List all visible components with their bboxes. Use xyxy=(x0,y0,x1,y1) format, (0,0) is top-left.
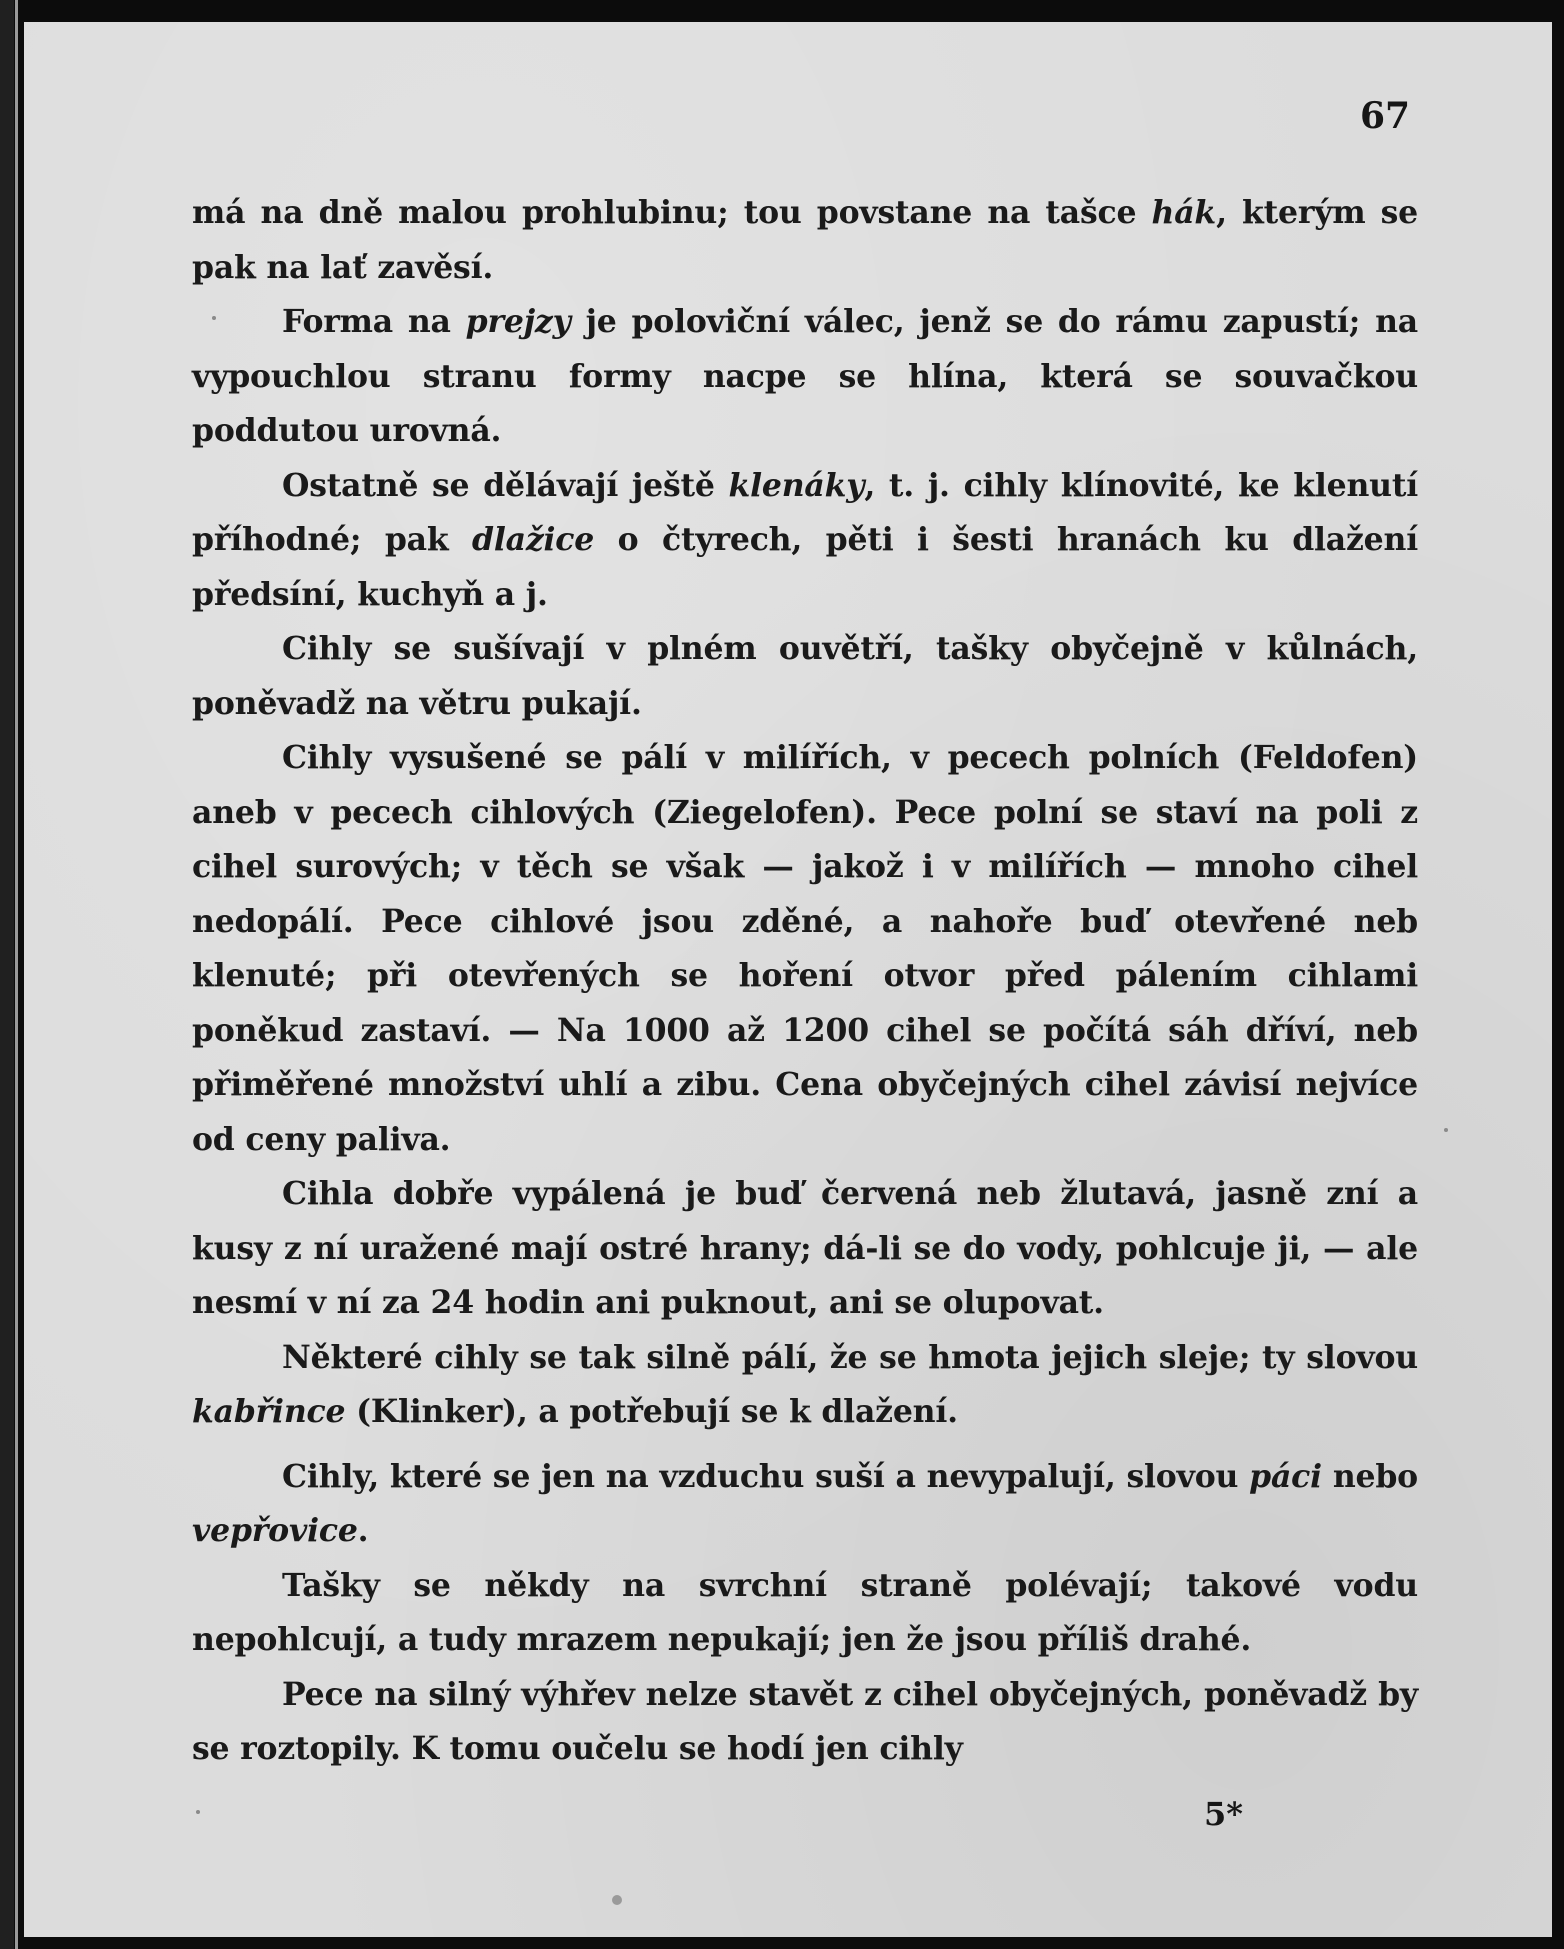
text-run: ) aneb v pecech cihlových ( xyxy=(192,739,1418,831)
italic-term: hák xyxy=(1151,194,1217,231)
italic-term: dlažice xyxy=(472,521,595,558)
page-number: 67 xyxy=(1360,95,1411,137)
text-run: , kterým se pak na lať zavěsí. xyxy=(192,194,1418,286)
paragraph xyxy=(192,1331,1418,1440)
paragraph xyxy=(192,1559,1418,1668)
print-speck xyxy=(212,316,216,320)
text-run: o čtyrech, pěti i šesti hranách ku dlažení předsíní, kuchyň a j. xyxy=(192,521,1418,613)
paragraph xyxy=(192,459,1418,623)
paragraph xyxy=(192,1450,1418,1559)
text-run: ( xyxy=(345,1393,371,1430)
text-run: Některé cihly se tak silně pálí, že se hmota jejich sleje; ty slovou xyxy=(282,1338,1418,1376)
text-run: Tašky se někdy na svrchní straně polévají; takové vodu nepohlcují, a tudy mrazem nepukají; jen že jsou příliš drahé. xyxy=(192,1566,1418,1658)
paragraph xyxy=(192,186,1418,295)
paragraph xyxy=(192,295,1418,459)
text-run: Cihla dobře vypálená je buď červená neb žlutavá, jasně zní a kusy z ní uražené mají ostré hrany; dá-li se do vody, pohlcuje ji, — ale nesmí v ní za 24 hodin ani puknout, ani se olupovat. xyxy=(192,1175,1418,1321)
text-run: má na dně malou prohlubinu; tou povstane na tašce xyxy=(192,194,1152,231)
text-run: Ostatně se dělávají ještě xyxy=(282,466,729,504)
german-term: Klinker xyxy=(370,1393,503,1430)
text-run: . xyxy=(357,1512,369,1549)
text-run: je poloviční válec, jenž se do rámu zapustí; na vypouchlou stranu formy nacpe se hlína, která se souvačkou poddutou urovná. xyxy=(192,303,1419,449)
print-speck xyxy=(612,1895,622,1905)
text-run: , t. j. cihly klínovité, ke klenutí příhodné; pak xyxy=(192,466,1418,558)
italic-term: vepřovice xyxy=(192,1512,358,1549)
signature-mark: 5* xyxy=(1204,1795,1243,1833)
paragraph xyxy=(192,622,1418,731)
binding-edge xyxy=(0,0,14,1949)
text-run: Cihly se sušívají v plném ouvětří, tašky obyčejně v kůlnách, poněvadž na větru pukají. xyxy=(192,630,1418,722)
print-speck xyxy=(1444,1128,1448,1132)
text-run: ). Pece polní se staví na poli z cihel surových; v těch se však — jakož i v milířích — mnoho cihel nedopálí. Pece cihlové jsou zděné, a nahoře buď otevřené neb klenuté; při otevřených se hoření otvor před pálením cihlami poněkud zastaví. — Na 1000 až 1200 cihel se počítá sáh dříví, neb přiměřené množství uhlí a zibu. Cena obyčejných cihel závisí nejvíce od ceny paliva. xyxy=(192,793,1418,1158)
text-run: Forma na xyxy=(282,303,466,340)
italic-term: páci xyxy=(1249,1457,1322,1495)
paragraph xyxy=(192,1167,1418,1331)
paragraph xyxy=(192,731,1418,1167)
text-run: Pece na silný výhřev nelze stavět z cihel obyčejných, poněvadž by se roztopily. K tomu oučelu se hodí jen cihly xyxy=(192,1675,1418,1767)
print-speck xyxy=(196,1810,200,1814)
paragraph xyxy=(192,1668,1418,1777)
german-term: Feldofen xyxy=(1252,739,1404,776)
text-run: Cihly vysušené se pálí v milířích, v pecech polních ( xyxy=(282,739,1253,776)
page-body-text xyxy=(192,186,1418,1777)
text-run: Cihly, které se jen na vzduchu suší a nevypalují, slovou xyxy=(282,1457,1250,1495)
text-run: ), a potřebují se k dlažení. xyxy=(502,1393,958,1430)
italic-term: klenáky xyxy=(728,466,865,504)
binding-edge-highlight xyxy=(15,0,18,1949)
italic-term: prejzy xyxy=(465,303,571,340)
german-term: Ziegelofen xyxy=(666,793,852,831)
italic-term: kabřince xyxy=(192,1393,346,1430)
text-run: nebo xyxy=(1321,1457,1418,1495)
